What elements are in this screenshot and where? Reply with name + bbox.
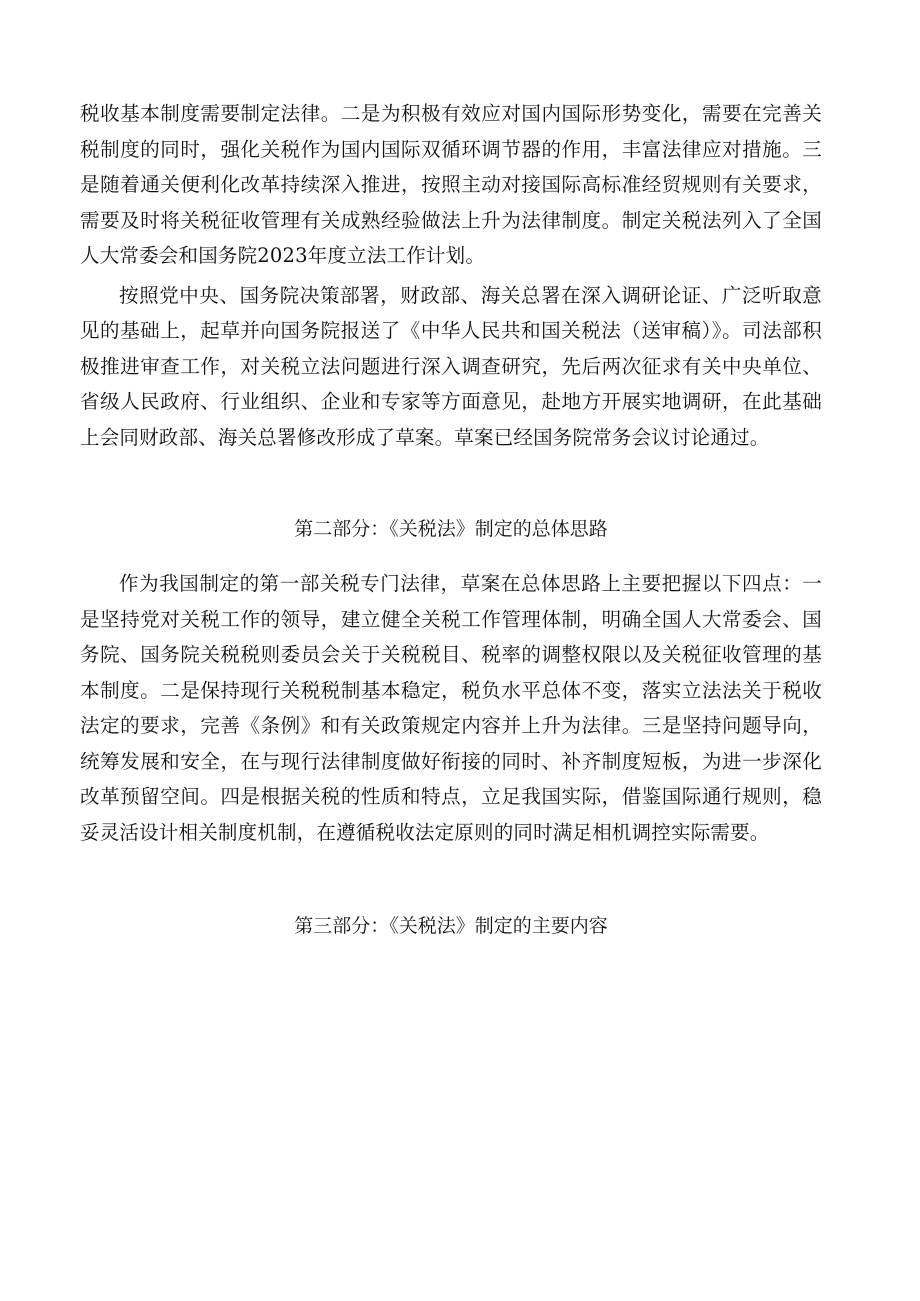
body-paragraph-continuation: 税收基本制度需要制定法律。二是为积极有效应对国内国际形势变化，需要在完善关税制度的同时，强化关税作为国内国际双循环调节器的作用，丰富法律应对措施。三是随着通关便利化改革持续深入推进，按照主动对接国际高标准经贸规则有关要求，需要及时将关税征收管理有关成熟经验做法上升为法律制度。制定关税法列入了全国人大常委会和国务院2023年度立法工作计划。 xyxy=(80,102,822,267)
document-page xyxy=(80,96,822,941)
section-heading-part-three: 第三部分：《关税法》制定的主要内容 xyxy=(294,915,608,937)
section-heading-part-two: 第二部分：《关税法》制定的总体思路 xyxy=(294,518,608,540)
body-paragraph-drafting-process: 按照党中央、国务院决策部署，财政部、海关总署在深入调研论证、广泛听取意见的基础上，起草并向国务院报送了《中华人民共和国关税法（送审稿）》。司法部积极推进审查工作，对关税立法问题进行深入调查研究，先后两次征求有关中央单位、省级人民政府、行业组织、企业和专家等方面意见，赴地方开展实地调研，在此基础上会同财政部、海关总署修改形成了草案。草案已经国务院常务会议讨论通过。 xyxy=(80,283,822,449)
body-paragraph-overall-approach: 作为我国制定的第一部关税专门法律，草案在总体思路上主要把握以下四点：一是坚持党对关税工作的领导，建立健全关税工作管理体制，明确全国人大常委会、国务院、国务院关税税则委员会关于关税税目、税率的调整权限以及关税征收管理的基本制度。二是保持现行关税税制基本稳定，税负水平总体不变，落实立法法关于税收法定的要求，完善《条例》和有关政策规定内容并上升为法律。三是坚持问题导向，统筹发展和安全，在与现行法律制度做好衔接的同时、补齐制度短板，为进一步深化改革预留空间。四是根据关税的性质和特点，立足我国实际，借鉴国际通行规则，稳妥灵活设计相关制度机制，在遵循税收法定原则的同时满足相机调控实际需要。 xyxy=(80,572,822,844)
